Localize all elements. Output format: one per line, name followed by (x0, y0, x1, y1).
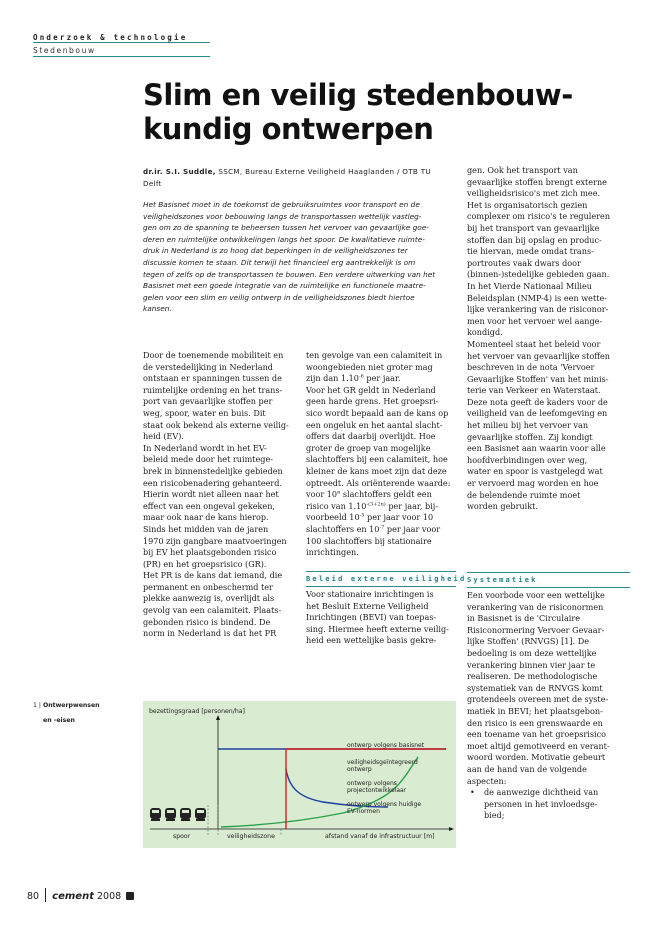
text-line: bij het transport van gevaarlijke (467, 222, 600, 233)
text-line: offers dat daarbij overlijdt. Hoe (306, 431, 436, 442)
superscript: -5 (359, 512, 365, 519)
body-column-1 (143, 350, 293, 640)
figure-chart (143, 701, 456, 848)
text-line: lijke verankering van de risiconor- (467, 304, 609, 315)
aspect-list (467, 787, 632, 822)
text-line: bij EV het plaatsgebonden risico (143, 547, 277, 558)
text-line: beleid mede door het ruimtege- (143, 454, 273, 465)
text-line (306, 489, 456, 501)
text-line: matiek in BEVI; het plaatsgebon- (467, 705, 603, 716)
text-line: worden gebruikt. (467, 501, 538, 512)
text-line: gevaarlijke stoffen brengt externe (467, 176, 607, 187)
text-line (306, 373, 456, 385)
text-line: In het Vierde Nationaal Milieu (467, 280, 593, 291)
text-line: portroutes vaak dwars door (467, 257, 581, 268)
text-line: slachtoffers bij een calamiteit, hoe (306, 454, 448, 465)
page-number: 80 (27, 891, 40, 902)
text-line: personen in het invloedsge- (484, 798, 598, 809)
magazine-logo-icon (126, 892, 134, 900)
text-line: water en spoor is vastgelegd wat (467, 466, 603, 477)
author-line (143, 166, 456, 189)
text-line: port van gevaarlijke stoffen per (143, 396, 273, 407)
text-line: ontstaan er spanningen tussen de (143, 373, 282, 384)
text-line: tie hiervan, mede omdat trans- (467, 246, 594, 257)
text-line: Een voorbode voor een wettelijke (467, 590, 605, 600)
section-label: Onderzoek & technologie (33, 33, 188, 42)
article-title (143, 78, 583, 146)
text-line: In Nederland wordt in het EV- (143, 442, 267, 453)
text-line: sing. Hiermee heeft externe veilig- (306, 623, 449, 634)
text-line: sico wordt bepaald aan de kans op (306, 407, 449, 418)
text-line: norm in Nederland is dat het PR (143, 628, 277, 639)
text-line: de belendende ruimte moet (467, 489, 581, 500)
text-line: Gevaarlijke Stoffen' van het minis- (467, 373, 609, 384)
text-line: Het is organisatorisch gezien (467, 199, 588, 210)
lead-line: discussie komen te staan. Dit terwijl het financieel erg aantrekkelijk is om (143, 257, 416, 267)
lead-line: deren en ruimtelijke ontwikkelingen langs het spoor. De kwalitatieve ruimte- (143, 234, 425, 244)
text-line: de verstedelijking in Nederland (143, 361, 273, 372)
lead-line: kansen. (143, 304, 172, 314)
text-line: veiligheid van de leefomgeving en (467, 408, 608, 419)
magazine-year: 2008 (97, 891, 122, 902)
text-line: 1970 zijn gangbare maatvoeringen (143, 535, 287, 546)
text-line: het milieu bij het vervoer van (467, 420, 589, 431)
section-rule (306, 571, 456, 572)
text-line: Deze nota geeft de kaders voor de (467, 396, 608, 407)
text-line (306, 512, 456, 524)
text-line: een ongeluk en het aantal slacht- (306, 419, 443, 430)
text-line: geen harde grens. Het groepsri- (306, 396, 439, 407)
text-line: gevaarlijke stoffen. Zij kondigt (467, 431, 593, 442)
title-line-1: Slim en veilig stedenbouw- (143, 78, 573, 112)
text-line: woongebieden niet groter mag (306, 361, 433, 372)
text-line: aan de hand van de volgende (467, 763, 587, 774)
text-line: 100 slachtoffers bij stationaire (306, 535, 432, 546)
subsection-label: Stedenbouw (33, 46, 96, 55)
text-span: voor 10 (306, 489, 338, 500)
author-affiliation-2: Delft (143, 178, 162, 188)
superscript: -6 (358, 373, 364, 380)
footer-divider (45, 888, 46, 902)
text-line (306, 524, 456, 536)
text-span: per jaar. (363, 373, 401, 384)
lead-line: Het Basisnet moet in de toekomst de gebruiksruimtes voor transport en de (143, 200, 420, 209)
text-line: terie van Verkeer en Waterstaat. (467, 385, 601, 396)
superscript: -(3+2n) (366, 501, 386, 508)
section-rule (467, 572, 630, 573)
text-span: risico van 1.10 (306, 500, 367, 511)
text-line: optreedt. Als oriënterende waarde: (306, 477, 451, 488)
text-line: den risico is een grenswaarde en (467, 717, 603, 728)
title-line-2: kundig ontwerpen (143, 112, 434, 146)
lead-line: veiligheidszones voor bebouwing langs de transportassen wettelijk vastleg- (143, 211, 422, 221)
section-rule (306, 586, 456, 587)
section-heading-beleid: Beleid externe veiligheid (306, 575, 467, 583)
text-line: ruimtelijke ordening en het trans- (143, 384, 283, 395)
text-line: gevolg van een calamiteit. Plaats- (143, 605, 282, 616)
text-line: complexer om risico's te reguleren (467, 211, 611, 222)
superscript: n (337, 489, 341, 496)
text-line: gebonden risico is bindend. De (143, 616, 271, 627)
body-column-3-cont (467, 590, 632, 822)
header-rule-top (33, 42, 210, 43)
legend-label-basisnet: ontwerp volgens basisnet (347, 742, 425, 749)
zone-label-spoor: spoor (173, 833, 191, 840)
text-line: effect van een ongeval gekeken, (143, 500, 275, 511)
text-line: verankering van de risiconormen (467, 601, 604, 612)
text-line: veiligheidsrisico's met zich mee. (467, 188, 601, 199)
text-line: Voor het GR geldt in Nederland (306, 384, 436, 395)
text-line: het Besluit Externe Veiligheid (306, 600, 429, 611)
text-line: Inrichtingen (BEVI) van toepas- (306, 612, 437, 623)
figure-caption-line-2: en -eisen (43, 717, 75, 724)
y-axis-arrow (216, 715, 220, 720)
x-axis-arrow (449, 827, 454, 831)
magazine-name: cement (52, 891, 94, 902)
body-column-2 (306, 350, 456, 559)
zone-label-veiligheidszone: veiligheidszone (227, 833, 275, 840)
lead-line: tegen of zelfs op de transportassen te bouwen. Een verdere uitwerking van het (143, 269, 436, 279)
text-line: plekke aanwezig is, overlijdt als (143, 593, 275, 604)
text-line: staat ook bekend als externe veilig- (143, 419, 289, 430)
figure-number: 1 (33, 702, 37, 709)
text-span: slachtoffers geldt een (340, 489, 432, 500)
author-name: dr.ir. S.I. Suddle, (143, 167, 216, 176)
text-line: Beleidsplan (NMP-4) is een wette- (467, 292, 607, 303)
text-line: permanent en onbeschermd ter (143, 581, 273, 592)
text-line: de aanwezige dichtheid van (484, 787, 599, 798)
text-line: Het PR is de kans dat iemand, die (143, 570, 283, 581)
text-line: Hierin wordt niet alleen naar het (143, 489, 279, 500)
text-line: heid (EV). (143, 431, 184, 442)
text-line: grotendeels overeen met de syste- (467, 694, 609, 705)
text-line: een toename van het groepsrisico (467, 729, 607, 740)
text-span: voorbeeld 10 (306, 512, 360, 523)
text-line: realiseren. De methodologische (467, 671, 598, 682)
text-span: per jaar voor 10 (364, 512, 434, 523)
text-line: Voor stationaire inrichtingen is (306, 589, 434, 599)
text-line: aspecten: (467, 775, 507, 786)
section-rule (467, 587, 630, 588)
text-line: er vervoerd mag worden en hoe (467, 478, 599, 489)
text-line: bedoeling is om deze wettelijke (467, 647, 597, 658)
text-line: kondigd. (467, 327, 503, 338)
legend-label-ev-norms: ontwerp volgens huidige EV-normen (347, 801, 422, 815)
text-line: heid een wettelijke basis gekre- (306, 635, 437, 646)
text-span: per jaar, bij- (385, 500, 439, 511)
text-line: verankering binnen vier jaar te (467, 659, 596, 670)
text-line: beschreven in de nota 'Vervoer (467, 362, 595, 373)
text-line: het vervoer van gevaarlijke stoffen (467, 350, 610, 361)
text-line: Momenteel staat het beleid voor (467, 338, 601, 349)
text-line: kleiner de kans moet zijn dat deze (306, 465, 447, 476)
lead-paragraph (143, 199, 456, 315)
text-line: groter de groep van mogelijke (306, 442, 431, 453)
legend-label-developer: ontwerp volgens projectontwikkelaar (347, 780, 407, 794)
text-line: inrichtingen. (306, 547, 359, 558)
figure-caption: 1 | Ontwerpwensen en -eisen (33, 702, 100, 724)
lead-line: gen om zo de spanning te beheersen tussen het vervoer van gevaarlijke goe- (143, 223, 429, 233)
text-span: zijn dan 1.10 (306, 373, 359, 384)
text-line: men voor het vervoer wel aange- (467, 315, 603, 326)
text-line: Door de toenemende mobiliteit en (143, 350, 284, 360)
text-line: Sinds het midden van de jaren (143, 523, 269, 534)
figure-caption-line-1: Ontwerpwensen (42, 702, 100, 709)
page-footer (27, 888, 134, 902)
text-line: Risiconormering Vervoer Gevaar- (467, 624, 605, 635)
text-line: ten gevolge van een calamiteit in (306, 350, 443, 360)
train-icon (150, 808, 206, 821)
chart-svg (143, 701, 456, 848)
text-line: systematiek van de RNVGS komt (467, 682, 603, 693)
section-heading-systematiek: Systematiek (467, 576, 538, 584)
text-line: (binnen-)stedelijke gebieden gaan. (467, 269, 610, 280)
text-line: een Basisnet aan waarin voor alle (467, 443, 606, 454)
text-line: in Basisnet is de 'Circulaire (467, 613, 581, 624)
text-line: moet altijd gemotiveerd en verant- (467, 740, 610, 751)
text-line: brek in binnenstedelijke gebieden (143, 465, 283, 476)
text-line: een risicobenadering gehanteerd. (143, 477, 283, 488)
text-line: gen. Ook het transport van (467, 165, 578, 175)
lead-line: druk in Nederland is zo hoog dat beperkingen in de veiligheidszones ter (143, 246, 408, 256)
body-column-3 (467, 165, 632, 513)
author-affiliation: SSCM, Bureau Externe Veiligheid Haaglanden / OTB TU (218, 167, 431, 176)
y-axis-label: bezettingsgraad [personen/ha] (149, 708, 245, 715)
text-line: (PR) en het groepsrisico (GR). (143, 558, 267, 569)
lead-line: gelen voor een slim en veilig ontwerp in de veiligheidszones biedt hiertoe (143, 292, 415, 302)
text-line: maar ook naar de kans hierop. (143, 512, 269, 523)
body-column-2-cont (306, 589, 456, 647)
text-line: woord worden. Motivatie gebeurt (467, 752, 606, 763)
text-line: bied; (484, 810, 505, 821)
list-item (467, 787, 632, 822)
text-line: hoofdverbindingen over weg, (467, 454, 588, 465)
legend-label-integrated: veiligheidsgeïntegreerd ontwerp (347, 759, 418, 773)
text-line: lijke Stoffen' (RNVGS) [1]. De (467, 636, 589, 647)
text-line (306, 501, 456, 513)
lead-line: Basisnet met een goede integratie van de ruimtelijke en functionele maatre- (143, 281, 426, 291)
text-span: slachtoffers en 10 (306, 523, 380, 534)
text-line: weg, spoor, water en buis. Dit (143, 407, 266, 418)
header-rule-bottom (33, 56, 210, 57)
x-axis-label: afstand vanaf de infrastructuur [m] (325, 833, 435, 840)
text-span: per jaar voor (384, 523, 441, 534)
superscript: -7 (379, 524, 385, 531)
text-line: stoffen dan bij opslag en produc- (467, 234, 602, 245)
